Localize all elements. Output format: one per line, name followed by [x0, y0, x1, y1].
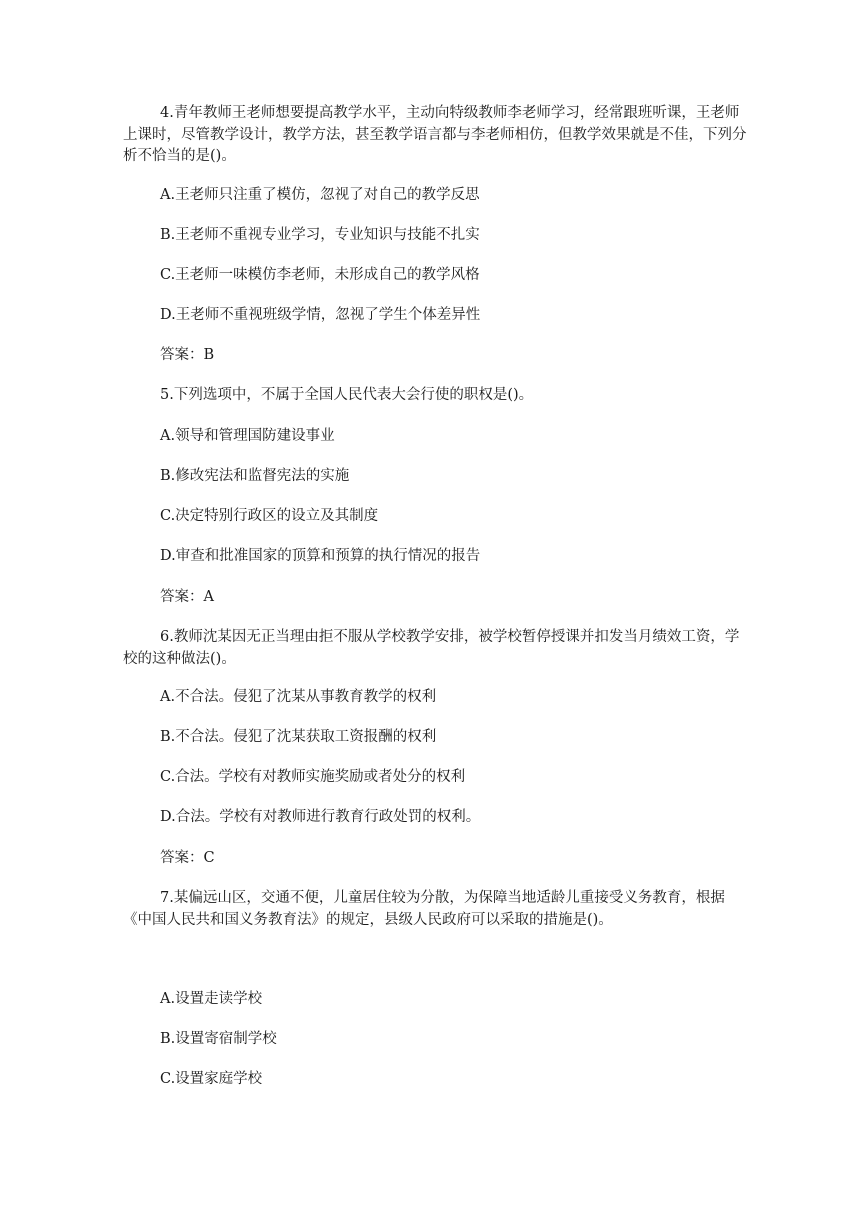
question-6-option-b: B.不合法。侵犯了沈某获取工资报酬的权利: [160, 729, 437, 745]
question-6-option-d: D.合法。学校有对教师进行教育行政处罚的权利。: [160, 809, 481, 825]
question-4-option-c: C.王老师一味模仿李老师，未形成自己的教学风格: [160, 267, 480, 283]
question-5-stem: 5.下列选项中，不属于全国人民代表大会行使的职权是()。: [160, 387, 534, 403]
question-7-stem: 7.某偏远山区，交通不便，儿童居住较为分散，为保障当地适龄儿重接受义务教育，根据《中国人民共和国义务教育法》的规定，县级人民政府可以采取的措施是()。: [123, 890, 725, 928]
question-4-answer: 答案：B: [160, 347, 215, 363]
question-5-option-b: B.修改宪法和监督宪法的实施: [160, 468, 350, 484]
question-5-answer: 答案：A: [160, 589, 214, 605]
question-6-option-c: C.合法。学校有对教师实施奖励或者处分的权利: [160, 769, 466, 785]
question-7-option-a: A.设置走读学校: [160, 991, 263, 1007]
question-5-option-d: D.审查和批准国家的顶算和预算的执行情况的报告: [160, 548, 481, 564]
question-6-option-a: A.不合法。侵犯了沈某从事教育教学的权利: [160, 689, 437, 705]
question-4-option-b: B.王老师不重视专业学习，专业知识与技能不扎实: [160, 227, 480, 243]
question-4-option-a: A.王老师只注重了模仿，忽视了对自己的教学反思: [160, 187, 480, 203]
question-6-stem: 6.教师沈某因无正当理由拒不服从学校教学安排，被学校暂停授课并扣发当月绩效工资，学校的这种做法()。: [123, 629, 740, 667]
question-5-option-c: C.决定特别行政区的设立及其制度: [160, 508, 379, 524]
question-5-option-a: A.领导和管理国防建设事业: [160, 428, 335, 444]
question-7-option-b: B.设置寄宿制学校: [160, 1031, 277, 1047]
question-7-option-c: C.设置家庭学校: [160, 1071, 263, 1087]
question-6-answer: 答案：C: [160, 850, 215, 866]
question-4-option-d: D.王老师不重视班级学情，忽视了学生个体差异性: [160, 307, 481, 323]
question-4-stem: 4.青年教师王老师想要提高教学水平，主动向特级教师李老师学习，经常跟班听课，王老师上课时，尽管教学设计，教学方法，甚至教学语言都与李老师相仿，但教学效果就是不佳，下列分析不恰当的是()。: [123, 105, 747, 164]
